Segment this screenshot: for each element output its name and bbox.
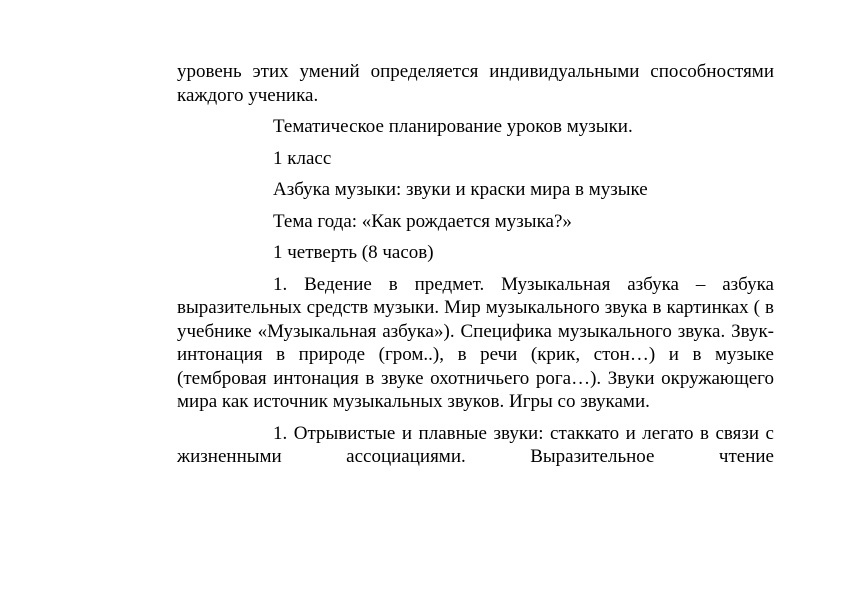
lesson-paragraph: 1. Ведение в предмет. Музыкальная азбука – азбука выразительных средств музыки. Мир музыкального звука в картинках ( в учебнике «Музыкальная азбука»). Специфика музыкального звука. Звук-интонация в природе (гром..), в речи (крик, стон…) и в музыке (тембровая интонация в звуке охотничьего рога…). Звуки окружающего мира как источник музыкальных звуков. Игры со звуками. (177, 273, 774, 412)
lesson-paragraph: 1. Отрывистые и плавные звуки: стаккато и легато в связи с жизненными ассоциациями. Выразительное чтение (177, 422, 774, 467)
document-body (177, 60, 774, 469)
year-theme: Тема года: «Как рождается музыка?» (273, 210, 572, 232)
course-title: Азбука музыки: звуки и краски мира в музыке (273, 179, 648, 200)
section-heading: Тематическое планирование уроков музыки. (273, 116, 633, 137)
quarter-label: 1 четверть (8 часов) (273, 242, 434, 263)
paragraph-continuation: уровень этих умений определяется индивидуальными способностями каждого ученика. (177, 61, 774, 106)
grade-label: 1 класс (273, 147, 332, 169)
